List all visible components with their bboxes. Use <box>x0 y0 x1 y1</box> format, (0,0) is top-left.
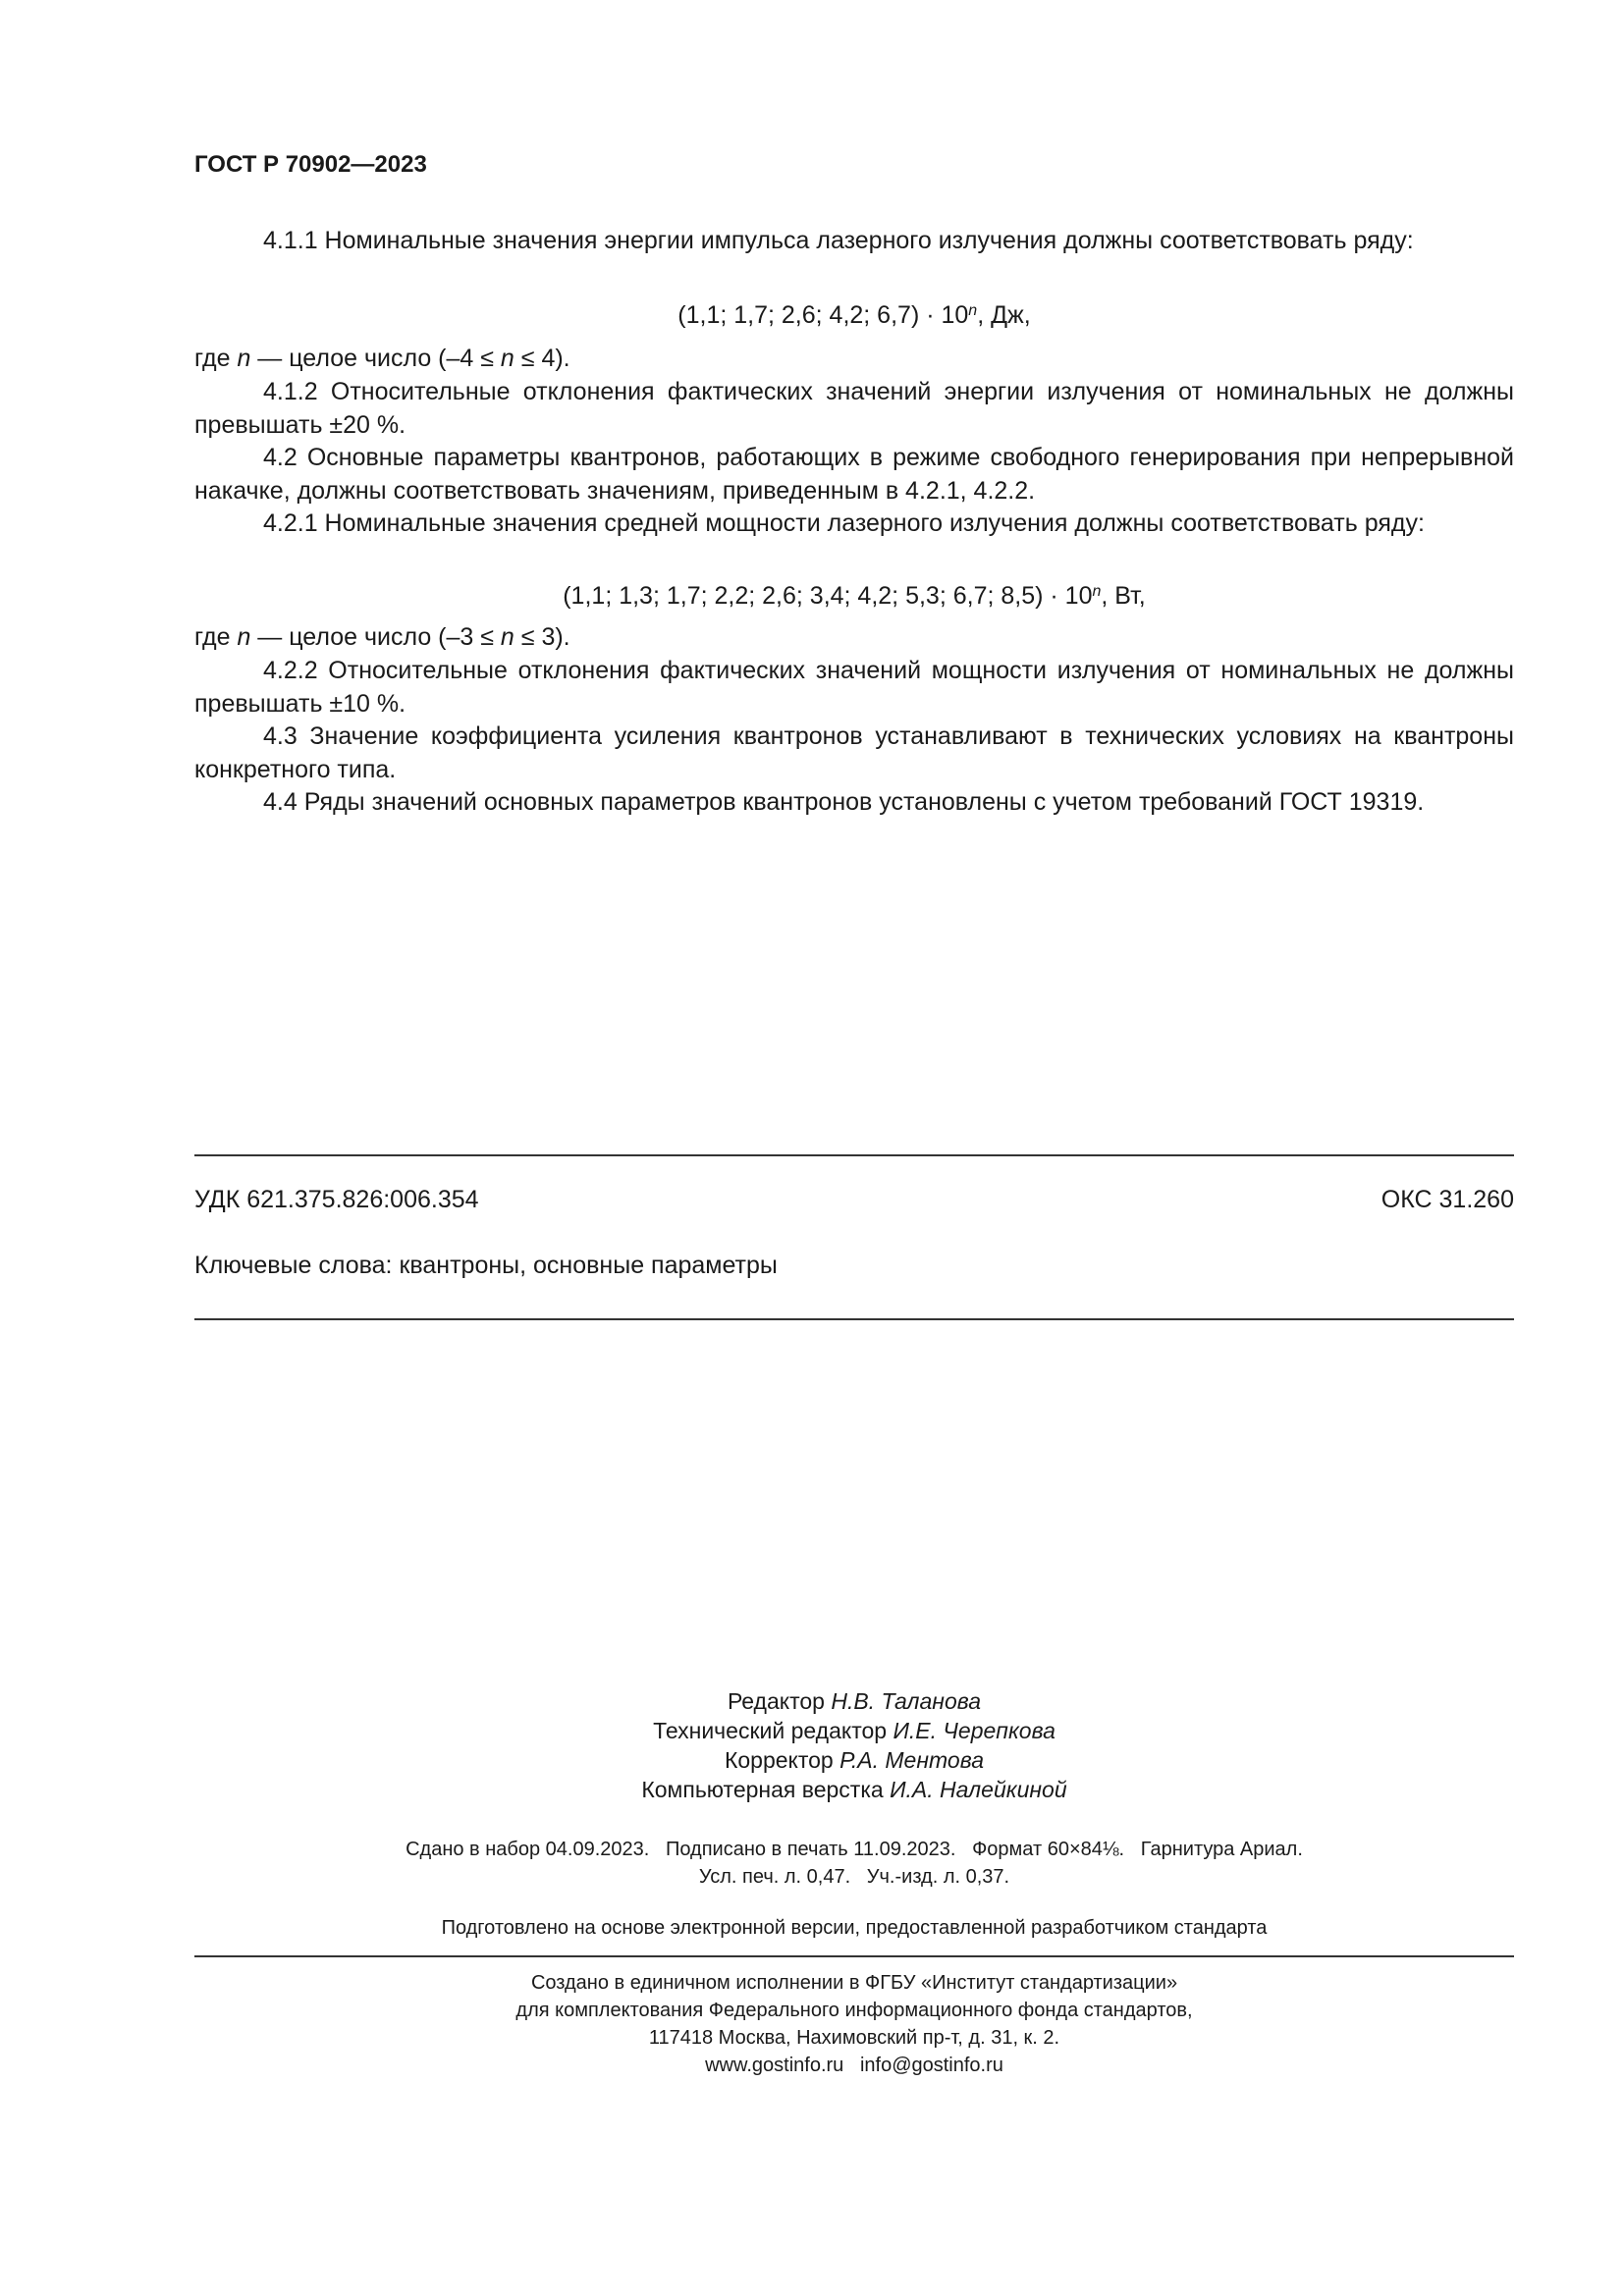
credit-corrector <box>194 1745 1514 1775</box>
where-1-var: n <box>237 345 251 372</box>
publisher-line-1: Создано в единичном исполнении в ФГБУ «Институт стандартизации» <box>530 1972 1178 1994</box>
formula-power-exponent: n <box>1092 583 1102 600</box>
clause-4-2-text: 4.2 Основные параметры квантронов, работающих в режиме свободного генерирования при непрерывной накачке, должны соответствовать значениям, приведенным в 4.2.1, 4.2.2. <box>194 444 1514 505</box>
credit-editor-label: Редактор <box>727 1688 832 1714</box>
credit-layout-label: Компьютерная верстка <box>641 1777 891 1802</box>
editorial-credits <box>194 1686 1514 1804</box>
print-info <box>194 1836 1514 1891</box>
credit-editor <box>194 1686 1514 1716</box>
document-id: ГОСТ Р 70902—2023 <box>194 151 427 178</box>
credit-tech-editor <box>194 1716 1514 1745</box>
formula-power-unit: , Вт, <box>1101 582 1146 610</box>
oks-code: ОКС 31.260 <box>1380 1186 1514 1213</box>
where-2-var: n <box>237 623 251 651</box>
where-clause-2 <box>194 620 1514 654</box>
keywords: Ключевые слова: квантроны, основные параметры <box>194 1252 778 1279</box>
formula-energy <box>194 298 1514 332</box>
clause-4-2-2-text: 4.2.2 Относительные отклонения фактических значений мощности излучения от номинальных не должны превышать ±10 %. <box>194 657 1514 718</box>
where-1-pre: где <box>194 345 238 372</box>
publisher-line-3: 117418 Москва, Нахимовский пр-т, д. 31, к. 2. <box>648 2027 1060 2049</box>
where-1-post: ≤ 4). <box>514 345 570 372</box>
where-clause-1 <box>194 342 1514 375</box>
where-1-var2: n <box>500 345 514 372</box>
credit-corr-label: Корректор <box>724 1747 840 1773</box>
formula-power-base: (1,1; 1,3; 1,7; 2,2; 2,6; 3,4; 4,2; 5,3; 6,7; 8,5) · 10 <box>563 582 1093 610</box>
where-2-var2: n <box>500 623 514 651</box>
clause-4-3-text: 4.3 Значение коэффициента усиления квантронов устанавливают в технических условиях на квантроны конкретного типа. <box>194 722 1514 783</box>
where-1-mid: — целое число (–4 ≤ <box>250 345 501 372</box>
publisher-info <box>194 1969 1514 2079</box>
credit-layout <box>194 1775 1514 1804</box>
where-2-mid: — целое число (–3 ≤ <box>250 623 501 651</box>
clause-4-2-1-text: 4.2.1 Номинальные значения средней мощности лазерного излучения должны соответствовать ряду: <box>263 509 1425 537</box>
clause-4-4-text: 4.4 Ряды значений основных параметров квантронов установлены с учетом требований ГОСТ 19319. <box>263 788 1425 816</box>
print-info-line-2: Усл. печ. л. 0,47. Уч.-изд. л. 0,37. <box>698 1866 1010 1888</box>
clause-4-1-2 <box>194 375 1514 442</box>
clause-4-3 <box>194 720 1514 786</box>
divider-bottom <box>194 1318 1514 1320</box>
credit-tech-label: Технический редактор <box>653 1718 893 1743</box>
formula-energy-exponent: n <box>968 302 978 319</box>
prepared-note: Подготовлено на основе электронной версии, предоставленной разработчиком стандарта <box>441 1917 1268 1939</box>
publisher-line-2: для комплектования Федерального информационного фонда стандартов, <box>515 2000 1193 2021</box>
clause-4-1-1 <box>194 224 1514 257</box>
formula-energy-unit: , Дж, <box>977 301 1031 329</box>
where-2-pre: где <box>194 623 238 651</box>
clause-4-2 <box>194 441 1514 507</box>
credit-tech-name: И.Е. Черепкова <box>893 1718 1056 1743</box>
where-2-post: ≤ 3). <box>514 623 570 651</box>
divider-publisher <box>194 1955 1514 1957</box>
formula-energy-base: (1,1; 1,7; 2,6; 4,2; 6,7) · 10 <box>677 301 969 329</box>
udk-code: УДК 621.375.826:006.354 <box>194 1186 479 1213</box>
clause-4-4 <box>194 785 1514 819</box>
credit-editor-name: Н.В. Таланова <box>831 1688 982 1714</box>
formula-power <box>194 579 1514 613</box>
clause-4-2-2 <box>194 654 1514 721</box>
clause-4-2-1 <box>194 507 1514 540</box>
clause-4-1-2-text: 4.1.2 Относительные отклонения фактических значений энергии излучения от номинальных не должны превышать ±20 %. <box>194 378 1514 439</box>
print-info-line-1: Сдано в набор 04.09.2023. Подписано в печать 11.09.2023. Формат 60×84⅛. Гарнитура Ариал. <box>406 1839 1303 1860</box>
credit-corr-name: Р.А. Ментова <box>839 1747 984 1773</box>
divider-top <box>194 1154 1514 1156</box>
publisher-line-4: www.gostinfo.ru info@gostinfo.ru <box>705 2055 1003 2076</box>
clause-4-1-1-text: 4.1.1 Номинальные значения энергии импульса лазерного излучения должны соответствовать ряду: <box>263 227 1414 254</box>
credit-layout-name: И.А. Налейкиной <box>890 1777 1067 1802</box>
